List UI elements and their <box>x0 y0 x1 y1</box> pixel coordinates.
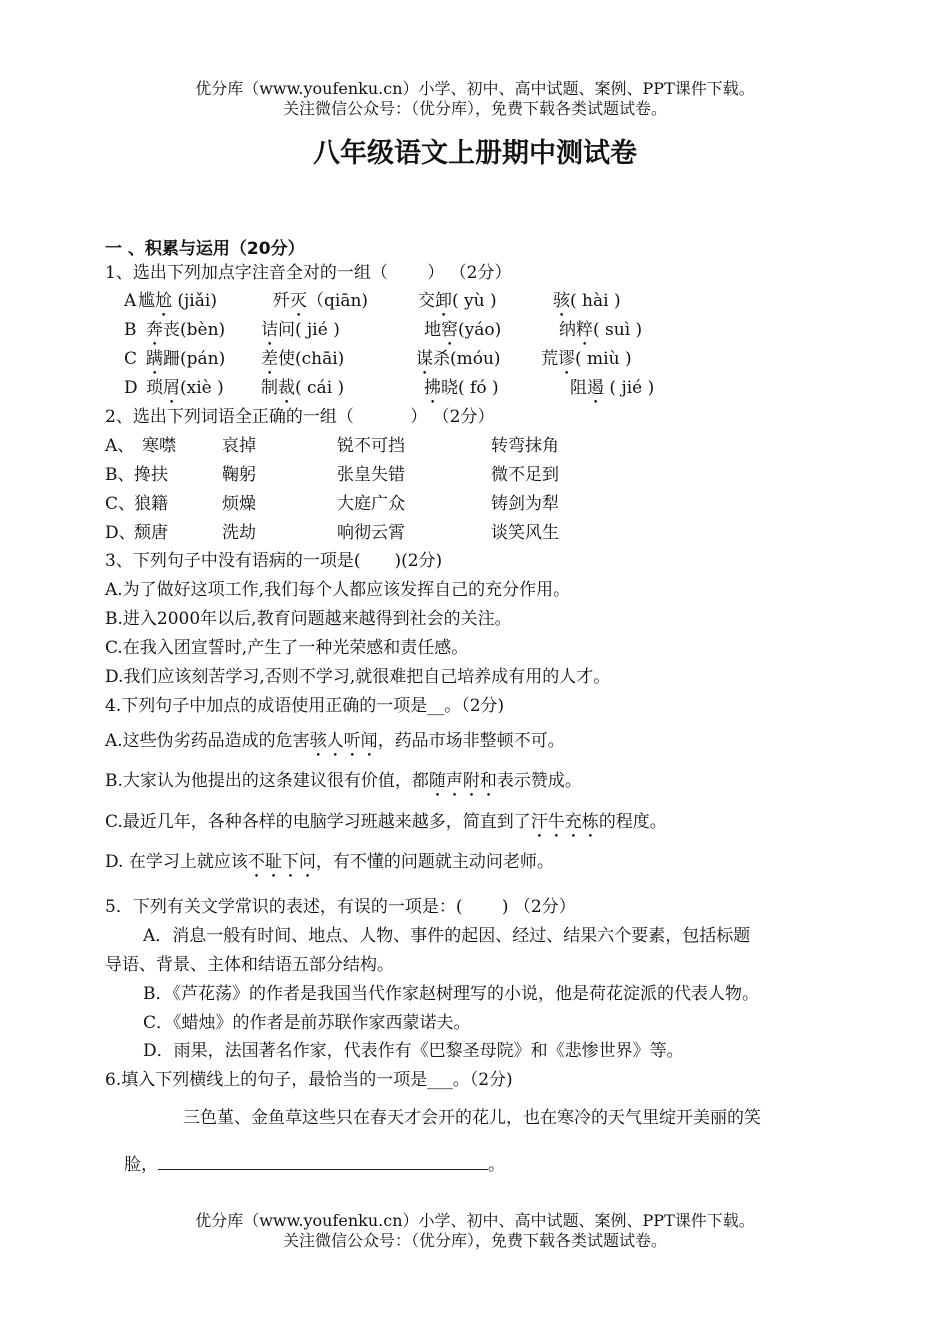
q2-row-label: B、 <box>105 465 135 485</box>
q2-word: 鞠躬 <box>222 465 256 485</box>
dotted-char: 灭 <box>290 291 307 311</box>
dotted-idiom: 随声附和 <box>428 771 497 791</box>
q2-row-label: C、 <box>105 494 136 514</box>
q1-row-label: C <box>124 349 138 369</box>
dotted-idiom: 骇人听闻 <box>309 731 378 751</box>
q3-stem: 3、下列句子中没有语病的一项是( )(2分) <box>105 551 443 571</box>
q1-option-item: 交卸( yù ) <box>418 291 497 311</box>
header-line-2: 关注微信公众号：（优分库），免费下载各类试题试卷。 <box>282 99 667 118</box>
q2-word: 锐不可挡 <box>337 436 405 456</box>
dotted-char: 差 <box>261 349 278 369</box>
q1-option-item: 地窖(yáo) <box>424 320 502 340</box>
q2-word: 微不足到 <box>491 465 559 485</box>
q6-passage-line2: 脸， 。 <box>124 1151 505 1177</box>
dotted-char: 骇 <box>553 291 570 311</box>
dotted-char: 谬 <box>558 349 575 369</box>
q1-option-item: 差使(chāi) <box>261 349 345 369</box>
q2-row-label: D、 <box>105 523 136 543</box>
q1-option-item: 尴尬 (jiǎi) <box>138 291 217 311</box>
q3-option-c: C.在我入团宣誓时,产生了一种光荣感和责任感。 <box>105 638 469 658</box>
q2-word: 铸剑为犁 <box>491 494 559 514</box>
dotted-char: 裁 <box>278 378 295 398</box>
q1-option-item: 制裁( cái ) <box>261 378 345 398</box>
q1-option-item: 阻遏 ( jié ) <box>570 378 655 398</box>
q6-stem: 6.填入下列横线上的句子，最恰当的一项是___。（2分) <box>105 1070 513 1090</box>
q2-row-label: A、 <box>105 436 135 456</box>
q5-stem: 5．下列有关文学常识的表述，有误的一项是：( ) （2分） <box>105 897 576 917</box>
header-line-1: 优分库（www.youfenku.cn）小学、初中、高中试题、案例、PPT课件下载。 <box>195 79 755 98</box>
q5-option-d: D．雨果，法国著名作家，代表作有《巴黎圣母院》和《悲惨世界》等。 <box>143 1041 684 1061</box>
q2-word: 谈笑风生 <box>491 523 559 543</box>
q2-word: 狼籍 <box>134 494 168 514</box>
page-title: 八年级语文上册期中测试卷 <box>313 138 637 169</box>
dotted-idiom: 汗牛充栋 <box>530 812 599 832</box>
answer-blank[interactable] <box>158 1151 488 1170</box>
dotted-idiom: 不耻下问 <box>247 852 316 872</box>
dotted-char: 谋 <box>416 349 433 369</box>
q4-option-c: C.最近几年，各种各样的电脑学习班越来越多，简直到了汗牛充栋的程度。 <box>105 812 667 832</box>
q1-option-item: 骇( hài ) <box>553 291 621 311</box>
q1-stem: 1、选出下列加点字注音全对的一组（ ） （2分） <box>105 263 512 283</box>
q5-option-c: C．《蜡烛》的作者是前苏联作家西蒙诺夫。 <box>143 1013 471 1033</box>
q2-word: 搀扶 <box>134 465 168 485</box>
dotted-char: 屑 <box>163 378 180 398</box>
dotted-char: 诘 <box>261 320 278 340</box>
q3-option-b: B.进入2000年以后,教育问题越来越得到社会的关注。 <box>105 609 512 629</box>
q1-option-item: 奔丧(bèn) <box>146 320 226 340</box>
dotted-char: 蹒 <box>146 349 163 369</box>
dotted-char: 奔 <box>146 320 163 340</box>
q4-option-d: D. 在学习上就应该不耻下问，有不懂的问题就主动问老师。 <box>105 852 554 872</box>
q5-option-b: B．《芦花荡》的作者是我国当代作家赵树理写的小说，他是荷花淀派的代表人物。 <box>143 984 759 1004</box>
q5-option-a-line2: 导语、背景、主体和结语五部分结构。 <box>105 955 394 975</box>
q1-option-item: 荒谬( miù ) <box>541 349 632 369</box>
q6-passage-line1: 三色堇、金鱼草这些只在春天才会开的花儿，也在寒冷的天气里绽开美丽的笑 <box>183 1108 761 1128</box>
q1-option-item: 拂晓( fó ) <box>424 378 499 398</box>
dotted-char: 窖 <box>441 320 458 340</box>
q1-row-label: B <box>124 320 137 340</box>
q1-option-item: 纳粹( suì ) <box>559 320 643 340</box>
q3-option-d: D.我们应该刻苦学习,否则不学习,就很难把自己培养成有用的人才。 <box>105 667 611 687</box>
q1-option-item: 琐屑(xiè ) <box>146 378 224 398</box>
q2-word: 颓唐 <box>134 523 168 543</box>
dotted-char: 遏 <box>587 378 604 398</box>
q2-word: 大庭广众 <box>337 494 405 514</box>
q1-option-item: 谋杀(móu) <box>416 349 501 369</box>
q4-option-b: B.大家认为他提出的这条建议很有价值，都随声附和表示赞成。 <box>105 771 582 791</box>
q5-option-a-line1: A．消息一般有时间、地点、人物、事件的起因、经过、结果六个要素，包括标题 <box>143 926 751 946</box>
q1-row-label: D <box>124 378 138 398</box>
section-heading: 一 、积累与运用（20分） <box>105 239 305 259</box>
q3-option-a: A.为了做好这项工作,我们每个人都应该发挥自己的充分作用。 <box>105 580 571 600</box>
q2-word: 张皇失错 <box>337 465 405 485</box>
q4-option-a: A.这些伪劣药品造成的危害骇人听闻，药品市场非整顿不可。 <box>105 731 565 751</box>
q4-stem: 4.下列句子中加点的成语使用正确的一项是__。（2分) <box>105 696 505 716</box>
q1-option-item: 诘问( jié ) <box>261 320 340 340</box>
q2-word: 洗劫 <box>222 523 256 543</box>
q1-option-item: 歼灭（qiān) <box>273 291 369 311</box>
dotted-char: 尬 <box>155 291 172 311</box>
q2-word: 烦燥 <box>222 494 256 514</box>
q2-word: 转弯抹角 <box>491 436 559 456</box>
dotted-char: 拂 <box>424 378 441 398</box>
footer-line-2: 关注微信公众号：（优分库），免费下载各类试题试卷。 <box>282 1231 667 1250</box>
dotted-char: 粹 <box>576 320 593 340</box>
dotted-char: 卸 <box>435 291 452 311</box>
q2-stem: 2、选出下列词语全正确的一组（ ） （2分） <box>105 407 495 427</box>
q2-word: 哀掉 <box>222 436 256 456</box>
q1-option-item: 蹒跚(pán) <box>146 349 226 369</box>
q2-word: 寒噤 <box>142 436 176 456</box>
q2-word: 响彻云霄 <box>337 523 405 543</box>
footer-line-1: 优分库（www.youfenku.cn）小学、初中、高中试题、案例、PPT课件下载。 <box>195 1211 755 1230</box>
q1-row-label: A <box>124 291 137 311</box>
